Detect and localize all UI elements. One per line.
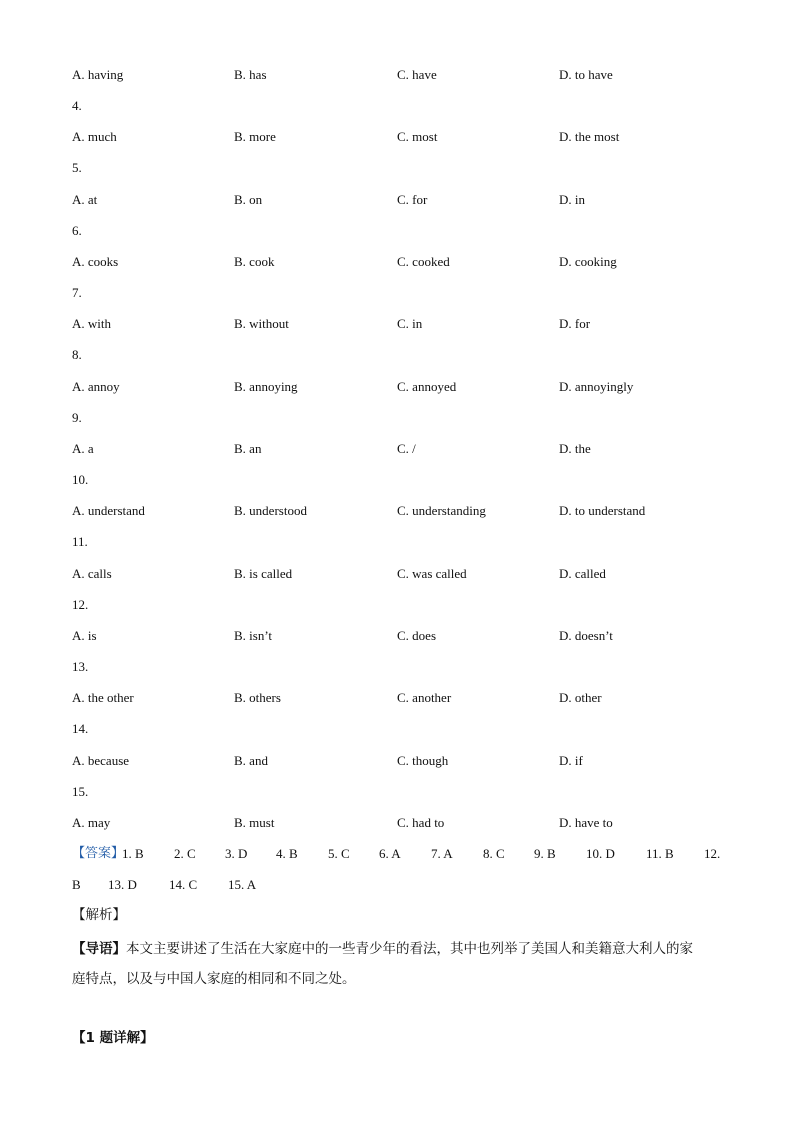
option-d: D. in [559, 192, 585, 207]
option-c: C. / [397, 441, 416, 456]
option-b: B. isn’t [234, 628, 273, 643]
option-d: D. have to [559, 815, 613, 830]
answer-tag: 【答案】 [72, 846, 125, 861]
option-b: B. without [234, 316, 289, 331]
option-d: D. annoyingly [559, 379, 634, 394]
option-row [72, 376, 732, 398]
option-a: A. may [72, 815, 111, 830]
option-a: A. annoy [72, 379, 120, 394]
option-b: B. understood [234, 503, 307, 518]
guide-paragraph-cont: 庭特点，以及与中国人家庭的相同和不同之处。 [72, 971, 356, 987]
option-row [72, 126, 732, 148]
option-row [72, 500, 732, 522]
answer-item: 1. B [122, 846, 144, 861]
question-number: 11. [72, 534, 88, 549]
option-row [72, 313, 732, 335]
question-number: 9. [72, 410, 82, 425]
option-a: A. cooks [72, 254, 119, 269]
option-d: D. to have [559, 67, 613, 82]
option-c: C. another [397, 690, 452, 705]
guide-paragraph [72, 934, 732, 964]
question-number: 12. [72, 597, 89, 612]
option-a: A. having [72, 67, 124, 82]
option-a: A. the other [72, 690, 134, 705]
answer-line-2 [72, 874, 732, 896]
question-number: 6. [72, 223, 82, 238]
answer-item: 10. D [586, 846, 615, 861]
option-b: B. and [234, 753, 268, 768]
option-row [72, 812, 732, 834]
answer-item: 9. B [534, 846, 556, 861]
option-d: D. if [559, 753, 583, 768]
question-number: 13. [72, 659, 89, 674]
answer-item: 2. C [174, 846, 196, 861]
option-c: C. in [397, 316, 423, 331]
option-c: C. had to [397, 815, 445, 830]
option-d: D. called [559, 566, 606, 581]
detail-tag: 【1 题详解】 [72, 1030, 154, 1046]
option-b: B. more [234, 129, 276, 144]
answer-item: 11. B [646, 846, 674, 861]
option-row [72, 64, 732, 86]
question-number: 10. [72, 472, 89, 487]
option-d: D. the most [559, 129, 620, 144]
option-c: C. most [397, 129, 438, 144]
answer-item: 15. A [228, 877, 257, 892]
option-b: B. has [234, 67, 267, 82]
question-number: 5. [72, 160, 82, 175]
option-a: A. much [72, 129, 117, 144]
option-row [72, 438, 732, 460]
option-b: B. an [234, 441, 262, 456]
answer-item: 13. D [108, 877, 137, 892]
guide-text: 本文主要讲述了生活在大家庭中的一些青少年的看法，其中也列举了美国人和美籍意大利人的家 [126, 941, 693, 957]
question-number: 14. [72, 721, 89, 736]
option-row [72, 625, 732, 647]
option-a: A. understand [72, 503, 145, 518]
option-a: A. is [72, 628, 97, 643]
answer-item: 3. D [225, 846, 248, 861]
option-c: C. was called [397, 566, 467, 581]
option-d: D. cooking [559, 254, 617, 269]
question-number: 7. [72, 285, 82, 300]
option-b: B. annoying [234, 379, 298, 394]
option-c: C. for [397, 192, 428, 207]
answer-item: B [72, 877, 81, 892]
option-d: D. to understand [559, 503, 646, 518]
option-d: D. doesn’t [559, 628, 613, 643]
option-row [72, 189, 732, 211]
option-row [72, 563, 732, 585]
option-row [72, 687, 732, 709]
option-b: B. on [234, 192, 263, 207]
answer-line-1 [72, 843, 732, 865]
analysis-tag: 【解析】 [72, 907, 126, 923]
answer-item: 7. A [431, 846, 453, 861]
question-number: 8. [72, 347, 82, 362]
question-number: 15. [72, 784, 89, 799]
question-number: 4. [72, 98, 82, 113]
option-c: C. have [397, 67, 437, 82]
option-a: A. at [72, 192, 98, 207]
option-c: C. cooked [397, 254, 450, 269]
option-d: D. for [559, 316, 591, 331]
answer-item: 12. [704, 846, 721, 861]
option-c: C. does [397, 628, 436, 643]
answer-item: 5. C [328, 846, 350, 861]
option-a: A. calls [72, 566, 112, 581]
option-b: B. must [234, 815, 275, 830]
answer-item: 6. A [379, 846, 401, 861]
option-row [72, 251, 732, 273]
answer-item: 8. C [483, 846, 505, 861]
option-a: A. because [72, 753, 130, 768]
option-b: B. is called [234, 566, 293, 581]
option-c: C. though [397, 753, 449, 768]
option-row [72, 750, 732, 772]
option-a: A. with [72, 316, 111, 331]
option-a: A. a [72, 441, 94, 456]
option-d: D. the [559, 441, 591, 456]
guide-tag: 【导语】 [72, 941, 126, 957]
answer-item: 14. C [169, 877, 198, 892]
answer-item: 4. B [276, 846, 298, 861]
option-b: B. cook [234, 254, 275, 269]
option-b: B. others [234, 690, 281, 705]
option-d: D. other [559, 690, 602, 705]
option-c: C. annoyed [397, 379, 457, 394]
option-c: C. understanding [397, 503, 486, 518]
